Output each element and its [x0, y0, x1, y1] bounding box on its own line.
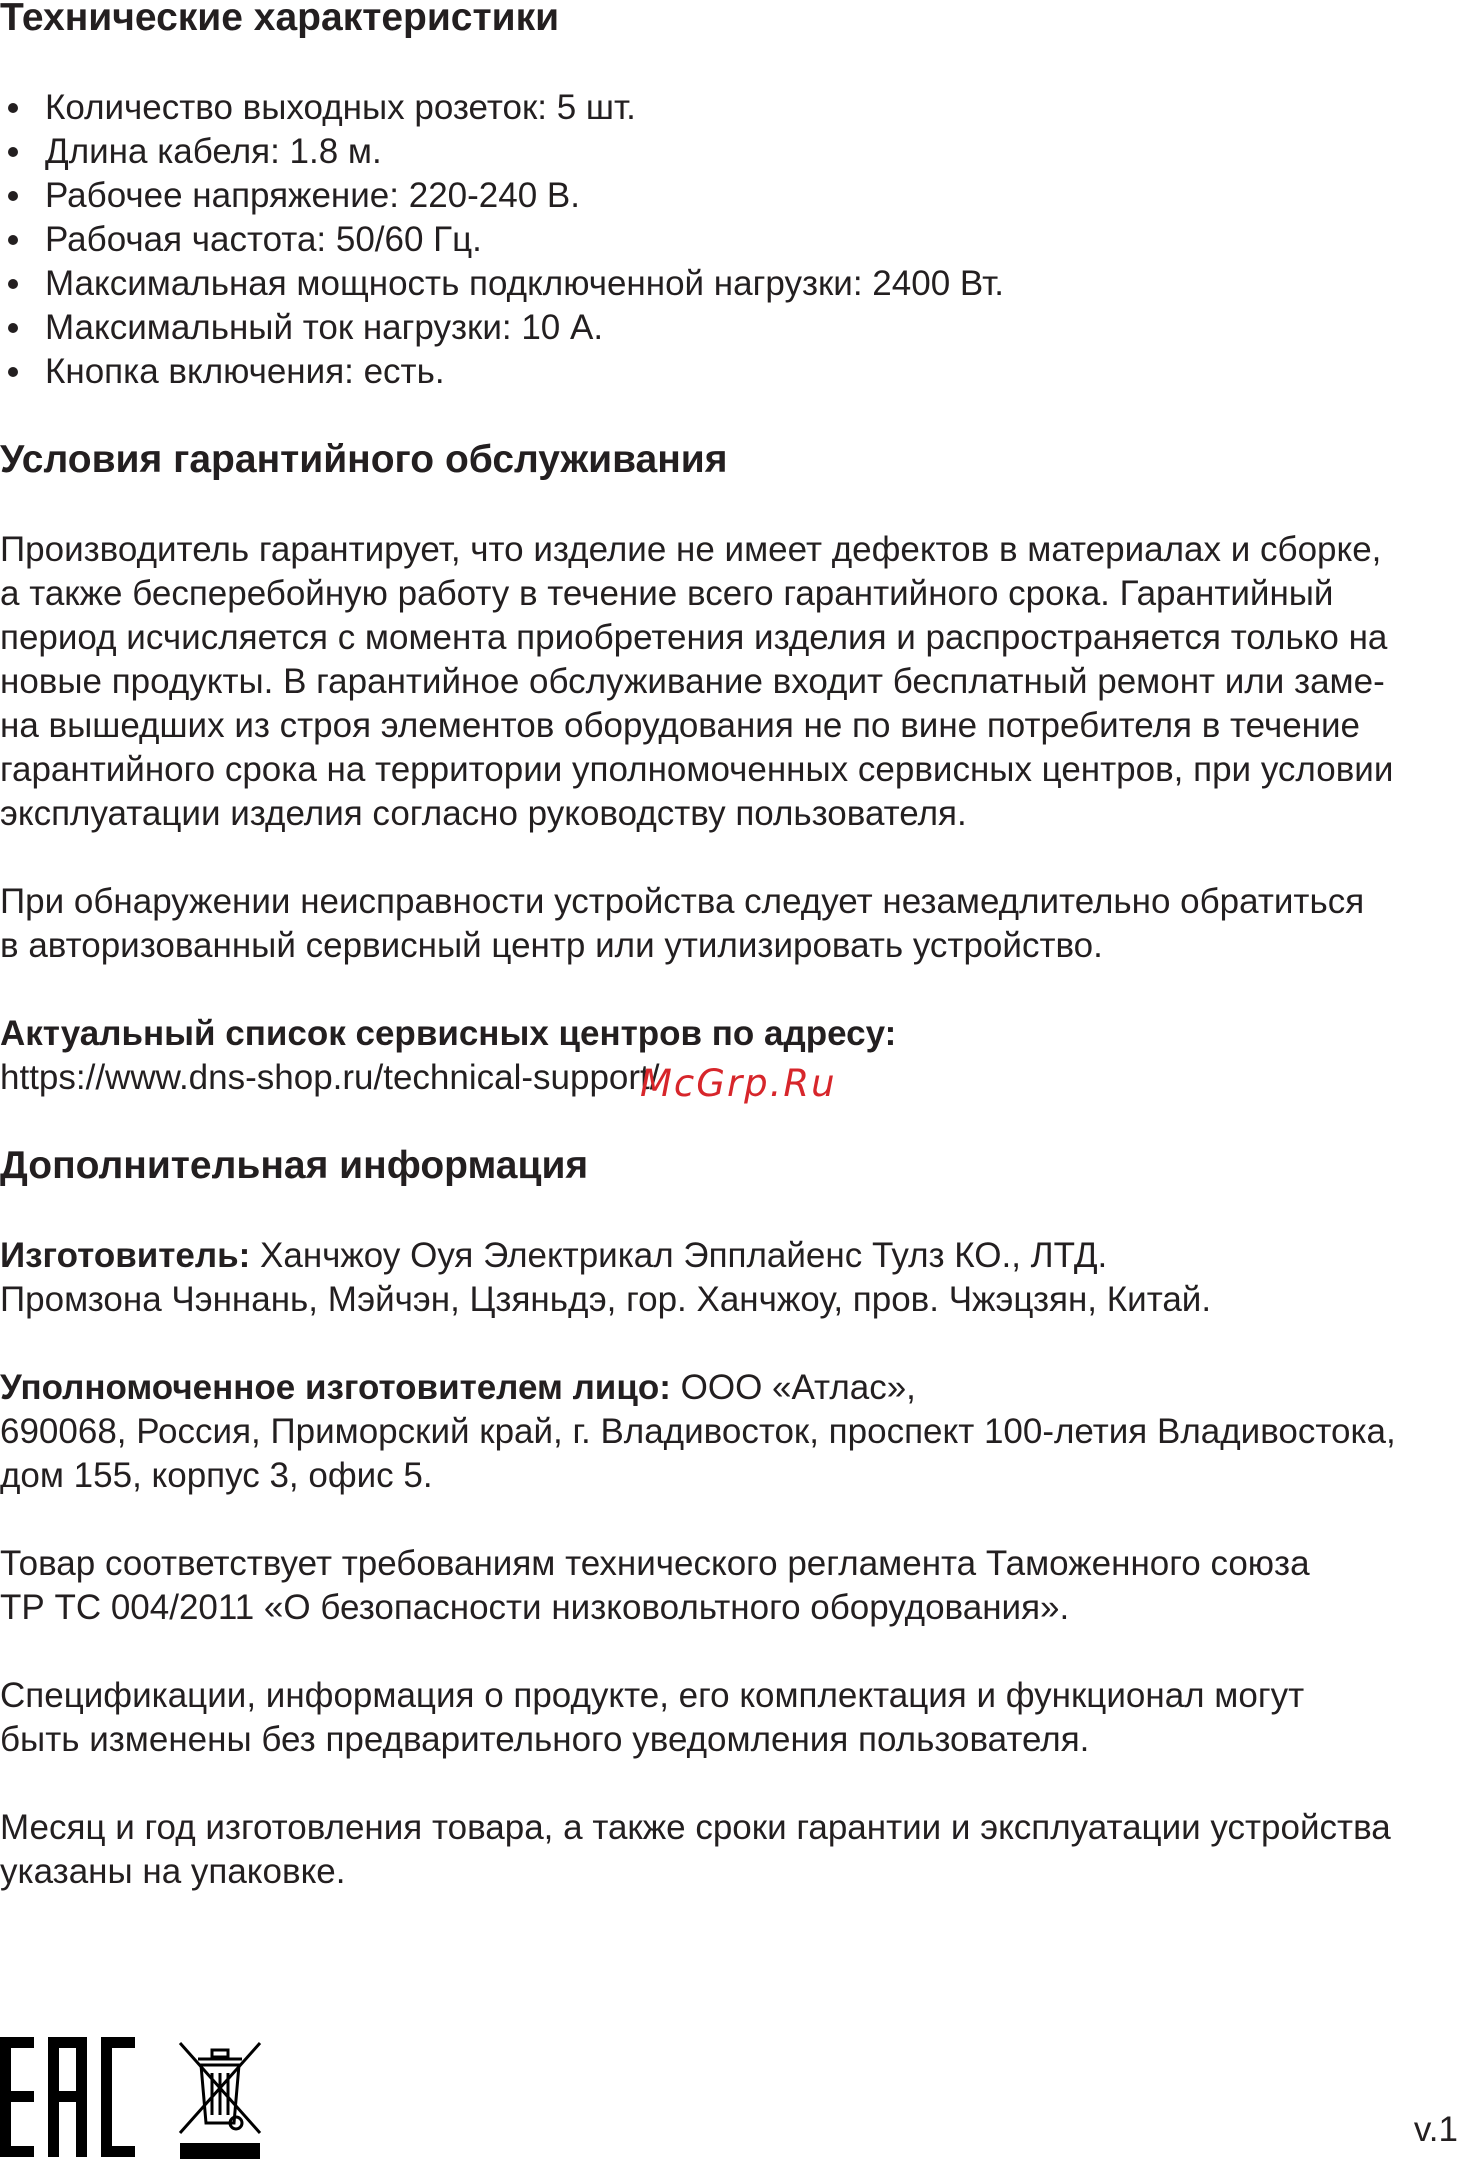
- specs-list: [0, 86, 1004, 394]
- bullet-icon: [8, 191, 18, 201]
- representative-name: ООО «Атлас»,: [670, 1368, 916, 1407]
- specs-heading: Технические характеристики: [0, 0, 560, 39]
- service-centers-link[interactable]: https://www.dns-shop.ru/technical-support/: [0, 1058, 660, 1097]
- list-item: [0, 350, 1004, 394]
- spec-outlets: Количество выходных розеток: 5 шт.: [45, 88, 636, 127]
- list-item: [0, 218, 1004, 262]
- warranty-heading: Условия гарантийного обслуживания: [0, 438, 728, 481]
- version-label: v.1: [1413, 2110, 1458, 2149]
- list-item: [0, 262, 1004, 306]
- list-item: [0, 130, 1004, 174]
- spec-power-button: Кнопка включения: есть.: [45, 352, 445, 391]
- bullet-icon: [8, 279, 18, 289]
- bullet-icon: [8, 103, 18, 113]
- crossed-out-wheelie-bin-icon: [174, 2037, 266, 2161]
- representative-label: Уполномоченное изготовителем лицо:: [0, 1368, 671, 1407]
- representative-address-line: 690068, Россия, Приморский край, г. Владивосток, проспект 100-летия Владивостока,: [0, 1412, 1396, 1451]
- representative-address-line: дом 155, корпус 3, офис 5.: [0, 1456, 433, 1495]
- warranty-paragraph: Производитель гарантирует, что изделие не имеет дефектов в материалах и сборке, а также бесперебойную работу в течение всего гарантийного срока. Гарантийный период исчисляется с момента приобретения изделия и распространяется только на новые продукты. В гарантийное обслуживание входит бесплатный ремонт или заме- на вышедших из строя элементов оборудования не по вине потребителя в течение гарантийного срока на территории уполномоченных сервисных центров, при условии эксплуатации изделия согласно руководству пользователя.: [0, 530, 1394, 833]
- manufacturer-address: Промзона Чэннань, Мэйчэн, Цзяньдэ, гор. Ханчжоу, пров. Чжэцзян, Китай.: [0, 1280, 1212, 1319]
- spec-cable-length: Длина кабеля: 1.8 м.: [45, 132, 382, 171]
- spec-max-current: Максимальный ток нагрузки: 10 А.: [45, 308, 604, 347]
- spec-max-power: Максимальная мощность подключенной нагрузки: 2400 Вт.: [45, 264, 1004, 303]
- manufacturer-name: Ханчжоу Оуя Электрикал Эпплайенс Тулз КО., ЛТД.: [250, 1236, 1108, 1275]
- list-item: [0, 86, 1004, 130]
- date-notice-paragraph: Месяц и год изготовления товара, а также сроки гарантии и эксплуатации устройства указаны на упаковке.: [0, 1808, 1391, 1891]
- bullet-icon: [8, 235, 18, 245]
- bullet-icon: [8, 367, 18, 377]
- watermark: McGrp.Ru: [640, 1062, 837, 1105]
- spec-voltage: Рабочее напряжение: 220-240 В.: [45, 176, 580, 215]
- manufacturer-block: [0, 1234, 1211, 1322]
- service-centers-label: Актуальный список сервисных центров по адресу:: [0, 1014, 897, 1053]
- list-item: [0, 174, 1004, 218]
- additional-heading: Дополнительная информация: [0, 1144, 589, 1187]
- bullet-icon: [8, 147, 18, 157]
- bullet-icon: [8, 323, 18, 333]
- representative-block: [0, 1366, 1396, 1498]
- manufacturer-label: Изготовитель:: [0, 1236, 251, 1275]
- compliance-paragraph: Товар соответствует требованиям технического регламента Таможенного союза ТР ТС 004/2011 «О безопасности низковольтного оборудования».: [0, 1544, 1310, 1627]
- malfunction-paragraph: При обнаружении неисправности устройства следует незамедлительно обратиться в авторизованный сервисный центр или утилизировать устройство.: [0, 882, 1365, 965]
- spec-notice-paragraph: Спецификации, информация о продукте, его комплектация и функционал могут быть изменены без предварительного уведомления пользователя.: [0, 1676, 1305, 1759]
- eac-logo: [0, 2037, 135, 2157]
- list-item: [0, 306, 1004, 350]
- spec-frequency: Рабочая частота: 50/60 Гц.: [45, 220, 482, 259]
